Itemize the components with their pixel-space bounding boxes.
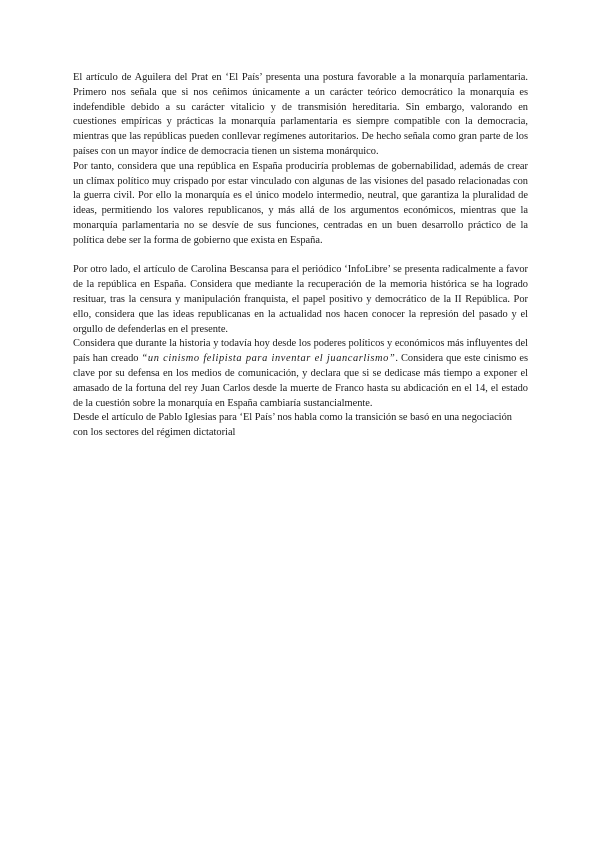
paragraph-cynicism (73, 337, 528, 411)
paragraph-spacer (73, 249, 528, 264)
paragraph-conclusion-monarchy: Por tanto, considera que una república en España produciría problemas de gobernabilidad, además de crear un clímax político muy crispado por estar vinculado con algunas de las visiones del pasado relacionadas con la guerra civil. Por ello la monarquía es el único modelo intermedio, neutral, que garantiza la pluralidad de ideas, permitiendo los valores republicanos, y más allá de los argumentos económicos, mientras que la monarquía parlamentaria no se desvíe de sus funciones, centradas en un buen desarrollo práctico de la política debe ser la forma de gobierno que exista en España. (73, 160, 528, 246)
paragraph-iglesias: Desde el artículo de Pablo Iglesias para ‘El País’ nos habla como la transición se basó en una negociación con los sectores del régimen dictatorial (73, 412, 512, 439)
quote-juancarlismo: “un cinismo felipista para inventar el juancarlismo” (141, 353, 396, 365)
paragraph-cynicism-before: Considera que durante la historia y todavía hoy desde los poderes políticos y económicos más influyentes del país han creado (73, 338, 528, 365)
paragraph-cynicism-after: . Considera que este cinismo es clave por su defensa en los medios de comunicación, y declara que si se dedicase más tiempo a exponer el amasado de la fortuna del rey Juan Carlos desde la muerte de Franco hasta su abdicación en el 14, el estado de la cuestión sobre la monarquía en España cambiaría sustancialmente. (73, 353, 528, 409)
paragraph-aguilera: El artículo de Aguilera del Prat en ‘El País’ presenta una postura favorable a la monarquía parlamentaria. Primero nos señala que si nos ceñimos únicamente a un carácter teórico democrático la monarquía es indefendible debido a su carácter vitalicio y de transmisión hereditaria. Sin embargo, valorando en cuestiones empíricas y prácticas la monarquía parlamentaria es siempre compatible con la democracia, mientras que las repúblicas pueden conllevar regímenes autoritarios. De hecho señala como gran parte de los países con un mayor índice de democracia tienen un sistema monárquico. (73, 72, 528, 157)
paragraph-bescansa: Por otro lado, el artículo de Carolina Bescansa para el periódico ‘InfoLibre’ se presenta radicalmente a favor de la república en España. Considera que mediante la recuperación de la memoria histórica se ha logrado resituar, tras la censura y manipulación franquista, el papel positivo y democrático de la II República. Por ello, considera que las ideas republicanas en la actualidad nos hacen conocer la represión del pasado y el orgullo de defenderlas en el presente. (73, 264, 528, 335)
